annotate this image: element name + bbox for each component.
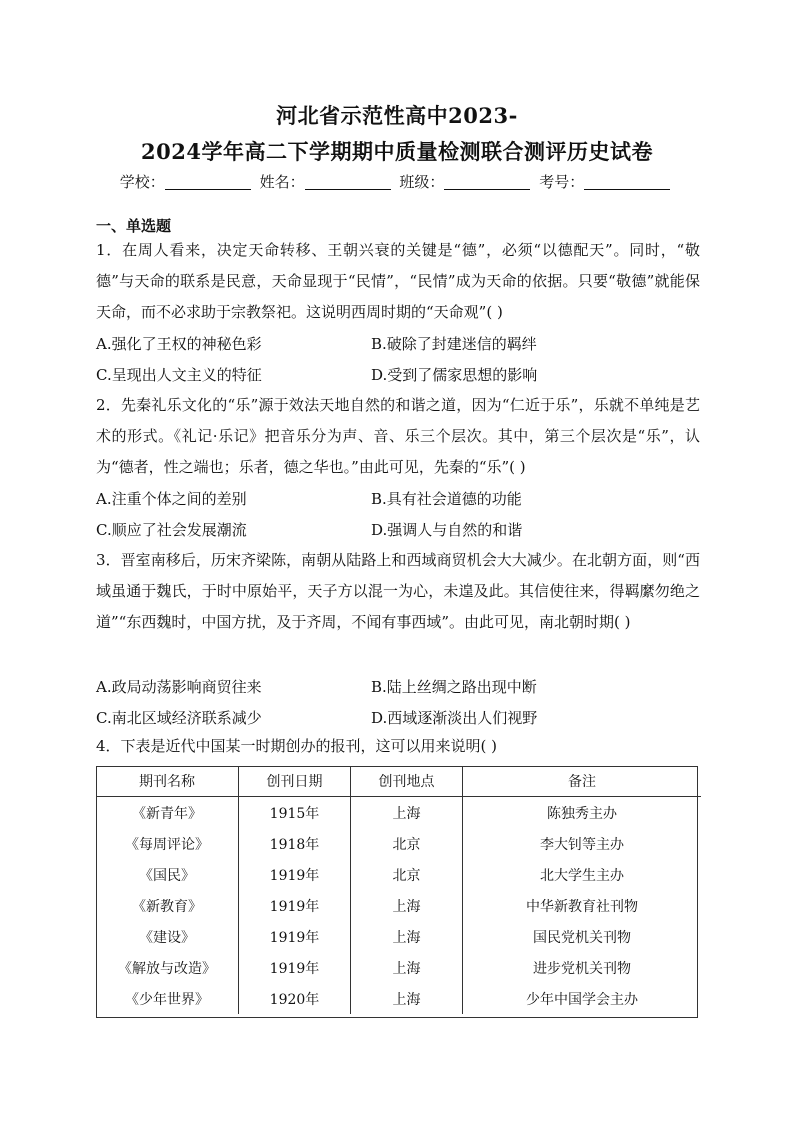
option-text: C.南北区域经济联系减少 — [96, 709, 262, 727]
periodicals-table — [96, 766, 698, 1014]
table-cell: 国民党机关刊物 — [463, 921, 702, 952]
table-cell: 《新青年》 — [132, 805, 202, 822]
question-2-option-b[interactable] — [371, 488, 522, 509]
table-cell: 上海 — [351, 952, 463, 983]
option-text: C.顺应了社会发展潮流 — [96, 521, 247, 539]
option-text: A.注重个体之间的差别 — [96, 490, 247, 508]
question-1-option-c[interactable] — [96, 364, 262, 385]
table-cell: 陈独秀主办 — [463, 797, 702, 829]
table-row — [96, 828, 701, 859]
table-row — [96, 859, 701, 890]
table-cell: 北京 — [351, 859, 463, 890]
question-4-stem: 4．下表是近代中国某一时期创办的报刊，这可以用来说明( ) — [96, 737, 498, 755]
table-header-row — [96, 766, 701, 797]
option-text: D.受到了儒家思想的影响 — [371, 366, 538, 384]
table-cell: 北大学生主办 — [463, 859, 702, 890]
option-text: A.政局动荡影响商贸往来 — [96, 678, 262, 696]
table-header-cell: 创刊地点 — [351, 766, 463, 797]
table-cell: 中华新教育社刊物 — [463, 890, 702, 921]
table-cell: 《解放与改造》 — [118, 960, 216, 977]
table-cell: 进步党机关刊物 — [463, 952, 702, 983]
table-cell: 少年中国学会主办 — [463, 983, 702, 1014]
question-1-stem: 1．在周人看来，决定天命转移、王朝兴衰的关键是“德”，必须“以德配天”。同时，“敬德”与天命的联系是民意，天命显现于“民情”，“民情”成为天命的依据。只要“敬德”就能保天命，而不必求助于宗教祭祀。这说明西周时期的“天命观”( ) — [96, 241, 700, 321]
field-exam-number-blank[interactable] — [584, 175, 670, 190]
table-cell: 《国民》 — [139, 867, 195, 884]
question-2-option-a[interactable] — [96, 488, 247, 509]
question-3-option-c[interactable] — [96, 707, 262, 728]
table-cell: 1919年 — [239, 952, 351, 983]
table-cell: 《新教育》 — [132, 898, 202, 915]
table-cell: 北京 — [351, 828, 463, 859]
option-text: B.破除了封建迷信的羁绊 — [371, 335, 537, 353]
option-text: B.具有社会道德的功能 — [371, 490, 522, 508]
field-school-blank[interactable] — [165, 175, 251, 190]
table-header-cell: 创刊日期 — [239, 766, 351, 797]
exam-title-line2: 2024学年高二下学期期中质量检测联合测评历史试卷 — [141, 139, 653, 164]
field-school-label: 学校： — [119, 173, 165, 191]
table-cell: 1919年 — [239, 921, 351, 952]
student-info-line — [0, 171, 794, 192]
question-3-stem: 3．晋室南移后，历宋齐梁陈，南朝从陆路上和西域商贸机会大大减少。在北朝方面，则“西域虽通于魏氏，于时中原始平，天子方以混一为心，未遑及此。其信使往来，得羁縻勿绝之道”“东西魏时，中国方扰，及于齐周，不闻有事西域”。由此可见，南北朝时期( ) — [96, 551, 700, 631]
table-cell: 上海 — [351, 983, 463, 1014]
exam-title-line1: 河北省示范性高中2023- — [276, 103, 518, 128]
option-text: B.陆上丝绸之路出现中断 — [371, 678, 537, 696]
question-1-option-b[interactable] — [371, 333, 537, 354]
table-cell: 上海 — [351, 890, 463, 921]
option-text: C.呈现出人文主义的特征 — [96, 366, 262, 384]
question-2-option-c[interactable] — [96, 519, 247, 540]
table-cell: 《建设》 — [139, 929, 195, 946]
option-text: A.强化了王权的神秘色彩 — [96, 335, 262, 353]
question-3-option-d[interactable] — [371, 707, 537, 728]
option-text: D.西域逐渐淡出人们视野 — [371, 709, 538, 727]
question-2-stem: 2．先秦礼乐文化的“乐”源于效法天地自然的和谐之道，因为“仁近于乐”，乐就不单纯是艺术的形式。《礼记·乐记》把音乐分为声、音、乐三个层次。其中，第三个层次是“乐”，认为“德者，性之端也；乐者，德之华也。”由此可见，先秦的“乐”( ) — [96, 396, 700, 476]
question-2-option-d[interactable] — [371, 519, 522, 540]
table-cell: 《每周评论》 — [125, 836, 209, 853]
table-cell: 1920年 — [239, 983, 351, 1014]
table-cell: 1919年 — [239, 890, 351, 921]
field-name-blank[interactable] — [305, 175, 391, 190]
field-class-blank[interactable] — [444, 175, 530, 190]
table-row — [96, 890, 701, 921]
section-title: 一、单选题 — [96, 217, 172, 235]
question-1-option-d[interactable] — [371, 364, 537, 385]
question-1-option-a[interactable] — [96, 333, 262, 354]
table-cell: 1918年 — [239, 828, 351, 859]
table-cell: 1915年 — [239, 797, 351, 829]
option-text: D.强调人与自然的和谐 — [371, 521, 523, 539]
table-header-cell: 备注 — [463, 766, 702, 797]
table-row — [96, 952, 701, 983]
table-row — [96, 983, 701, 1014]
table-row — [96, 921, 701, 952]
table-row — [96, 797, 701, 829]
field-name-label: 姓名： — [259, 173, 305, 191]
question-3-option-b[interactable] — [371, 676, 537, 697]
field-class-label: 班级： — [399, 173, 445, 191]
table-header-cell: 期刊名称 — [96, 766, 239, 797]
table-cell: 上海 — [351, 921, 463, 952]
field-exam-number-label: 考号： — [539, 173, 585, 191]
table-cell: 1919年 — [239, 859, 351, 890]
table-cell: 李大钊等主办 — [463, 828, 702, 859]
question-3-option-a[interactable] — [96, 676, 262, 697]
table-cell: 上海 — [351, 797, 463, 829]
table-cell: 《少年世界》 — [125, 991, 209, 1008]
